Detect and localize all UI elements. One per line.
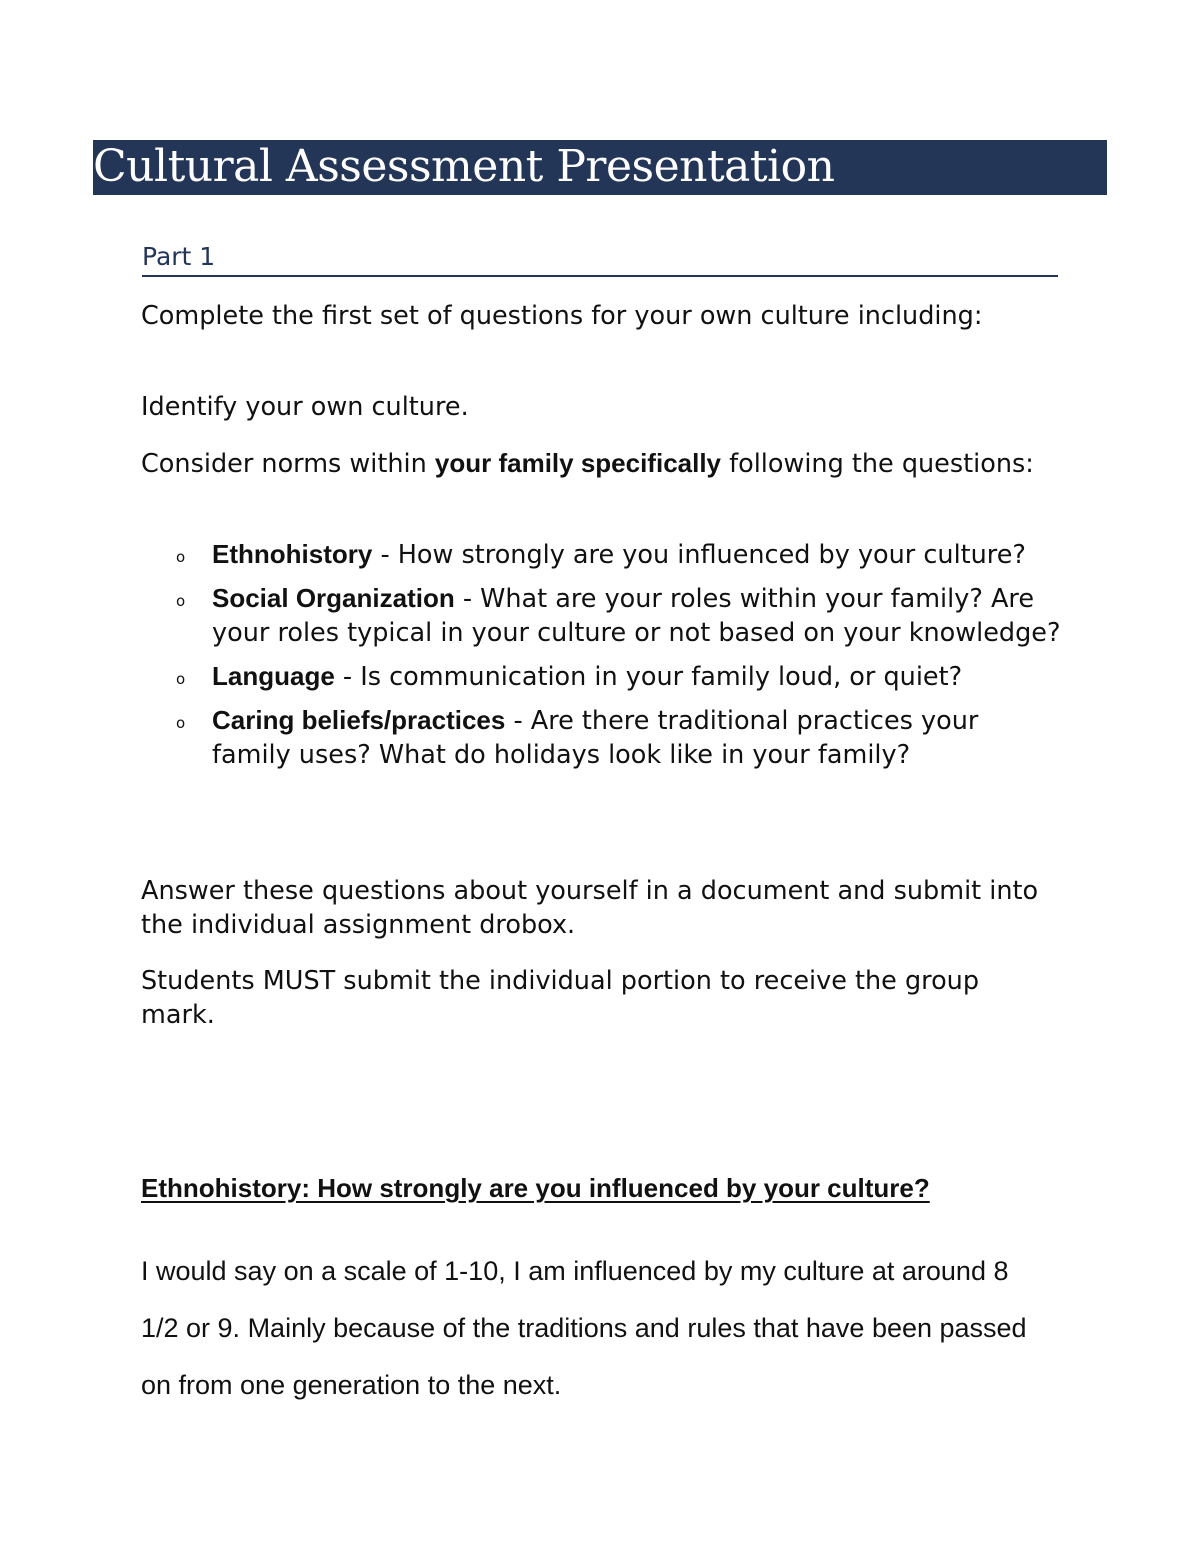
intro-paragraph: Complete the first set of questions for your own culture including: <box>141 301 983 331</box>
question-list <box>141 537 1061 781</box>
list-item-description: - How strongly are you influenced by your culture? <box>372 540 1026 570</box>
list-item-description: - Is communication in your family loud, or quiet? <box>334 662 963 692</box>
consider-emphasis: your family specifically <box>434 448 722 478</box>
list-item-term: Ethnohistory <box>212 539 373 569</box>
consider-paragraph <box>141 446 1041 481</box>
list-item-term: Language <box>212 661 335 691</box>
list-item <box>141 581 1061 650</box>
document-title-bar <box>93 140 1107 195</box>
list-item <box>141 659 1061 694</box>
bullet-icon: o <box>176 548 186 566</box>
answer-text: I would say on a scale of 1-10, I am influenced by my culture at around 8 1/2 or 9. Mainly because of the traditions and rules that have been passed on from one generation to the next. <box>141 1256 1027 1400</box>
list-item-term: Social Organization <box>212 583 455 613</box>
list-item-term: Caring beliefs/practices <box>212 705 506 735</box>
answer-instruction: Answer these questions about yourself in a document and submit into the individual assignment drobox. <box>141 876 1039 940</box>
bullet-icon: o <box>176 592 186 610</box>
students-note: Students MUST submit the individual portion to receive the group mark. <box>141 966 980 1030</box>
list-item-description: - Are there traditional practices your family uses? What do holidays look like in your family? <box>212 706 979 770</box>
consider-prefix: Consider norms within <box>141 449 435 479</box>
part-heading-label: Part 1 <box>142 242 216 271</box>
list-item <box>141 537 1061 572</box>
list-item <box>141 703 1061 772</box>
part-heading <box>142 240 1058 277</box>
consider-suffix: following the questions: <box>721 449 1034 479</box>
identify-paragraph: Identify your own culture. <box>141 392 469 422</box>
list-item-description: - What are your roles within your family? Are your roles typical in your culture or not based on your knowledge? <box>212 584 1061 648</box>
document-title: Cultural Assessment Presentation <box>93 141 835 192</box>
bullet-icon: o <box>176 714 186 732</box>
bullet-icon: o <box>176 670 186 688</box>
question-heading: Ethnohistory: How strongly are you influenced by your culture? <box>141 1173 930 1203</box>
